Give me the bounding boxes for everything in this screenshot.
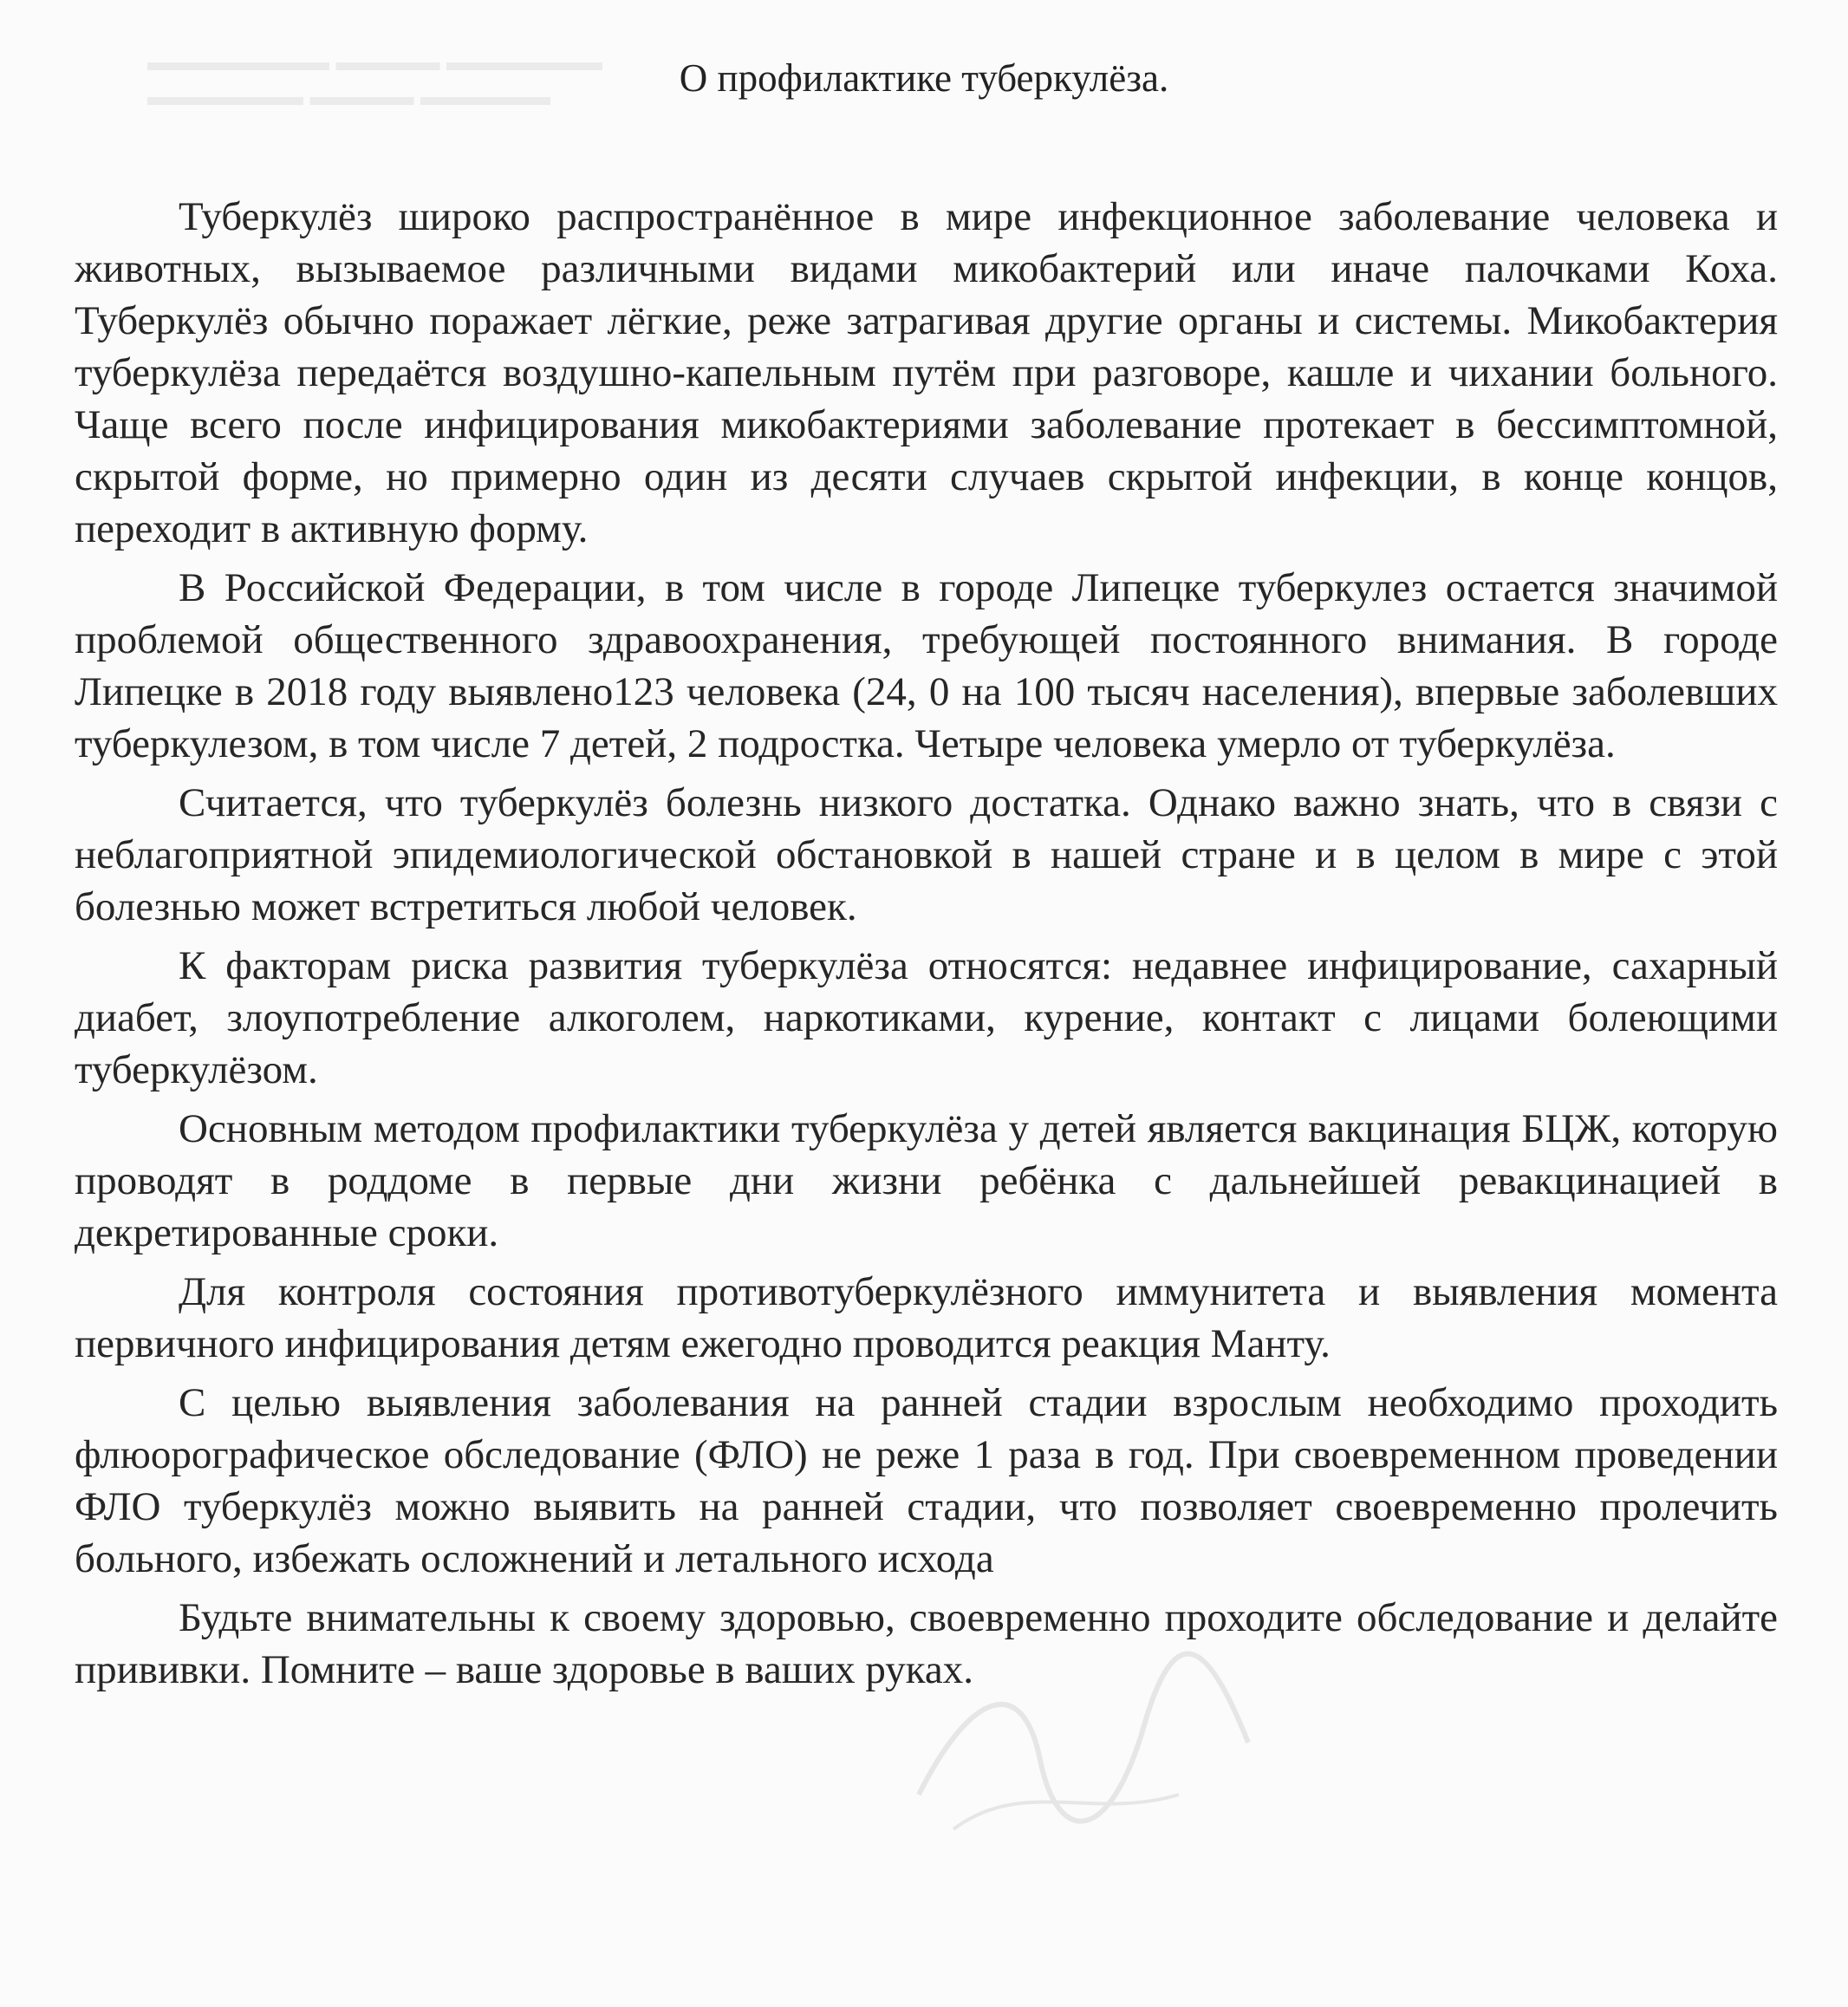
show-through-header: ▬▬▬▬▬▬▬ ▬▬▬▬ ▬▬▬▬▬▬ ▬▬▬▬▬▬ ▬▬▬▬ ▬▬▬▬▬	[147, 48, 602, 111]
paragraph-mantoux-test: Для контроля состояния противотуберкулёзного иммунитета и выявления момента первичного инфицирования детям ежегодно проводится реакция Манту.	[75, 1269, 1778, 1366]
paragraph-fluorography: С целью выявления заболевания на ранней стадии взрослым необходимо проходить флюорографическое обследование (ФЛО) не реже 1 раза в год. При своевременном проведении ФЛО туберкулёз можно выявить на ранней стадии, что позволяет своевременно пролечить больного, избежать осложнений и летального исхода	[75, 1380, 1778, 1581]
paragraph-risk-factors: К факторам риска развития туберкулёза относятся: недавнее инфицирование, сахарный диабет, злоупотребление алкоголем, наркотиками, курение, контакт с лицами болеющими туберкулёзом.	[75, 943, 1778, 1092]
paragraph-tuberculosis-definition: Туберкулёз широко распространённое в мире инфекционное заболевание человека и животных, вызываемое различными видами микобактерий или иначе палочками Коха. Туберкулёз обычно поражает лёгкие, реже затрагивая другие органы и системы. Микобактерия туберкулёза передаётся воздушно-капельным путём при разговоре, кашле и чихании больного. Чаще всего после инфицирования микобактериями заболевание протекает в бессимптомной, скрытой форме, но примерно один из десяти случаев скрытой инфекции, в конце концов, переходит в активную форму.	[75, 194, 1778, 551]
paragraph-closing-advice: Будьте внимательны к своему здоровью, своевременно проходите обследование и делайте прививки. Помните – ваше здоровье в ваших руках.	[75, 1595, 1778, 1692]
document-body	[75, 191, 1778, 1696]
paragraph-lipetsk-statistics: В Российской Федерации, в том числе в городе Липецке туберкулез остается значимой проблемой общественного здравоохранения, требующей постоянного внимания. В городе Липецке в 2018 году выявлено123 человека (24, 0 на 100 тысяч населения), впервые заболевших туберкулезом, в том числе 7 детей, 2 подростка. Четыре человека умерло от туберкулёза.	[75, 565, 1778, 766]
paragraph-risk-for-everyone: Считается, что туберкулёз болезнь низкого достатка. Однако важно знать, что в связи с неблагоприятной эпидемиологической обстановкой в нашей стране и в целом в мире с этой болезнью может встретиться любой человек.	[75, 780, 1778, 929]
document-title: О профилактике туберкулёза.	[679, 56, 1169, 100]
paragraph-bcg-vaccination: Основным методом профилактики туберкулёза у детей является вакцинация БЦЖ, которую проводят в роддоме в первые дни жизни ребёнка с дальнейшей ревакцинацией в декретированные сроки.	[75, 1106, 1778, 1255]
